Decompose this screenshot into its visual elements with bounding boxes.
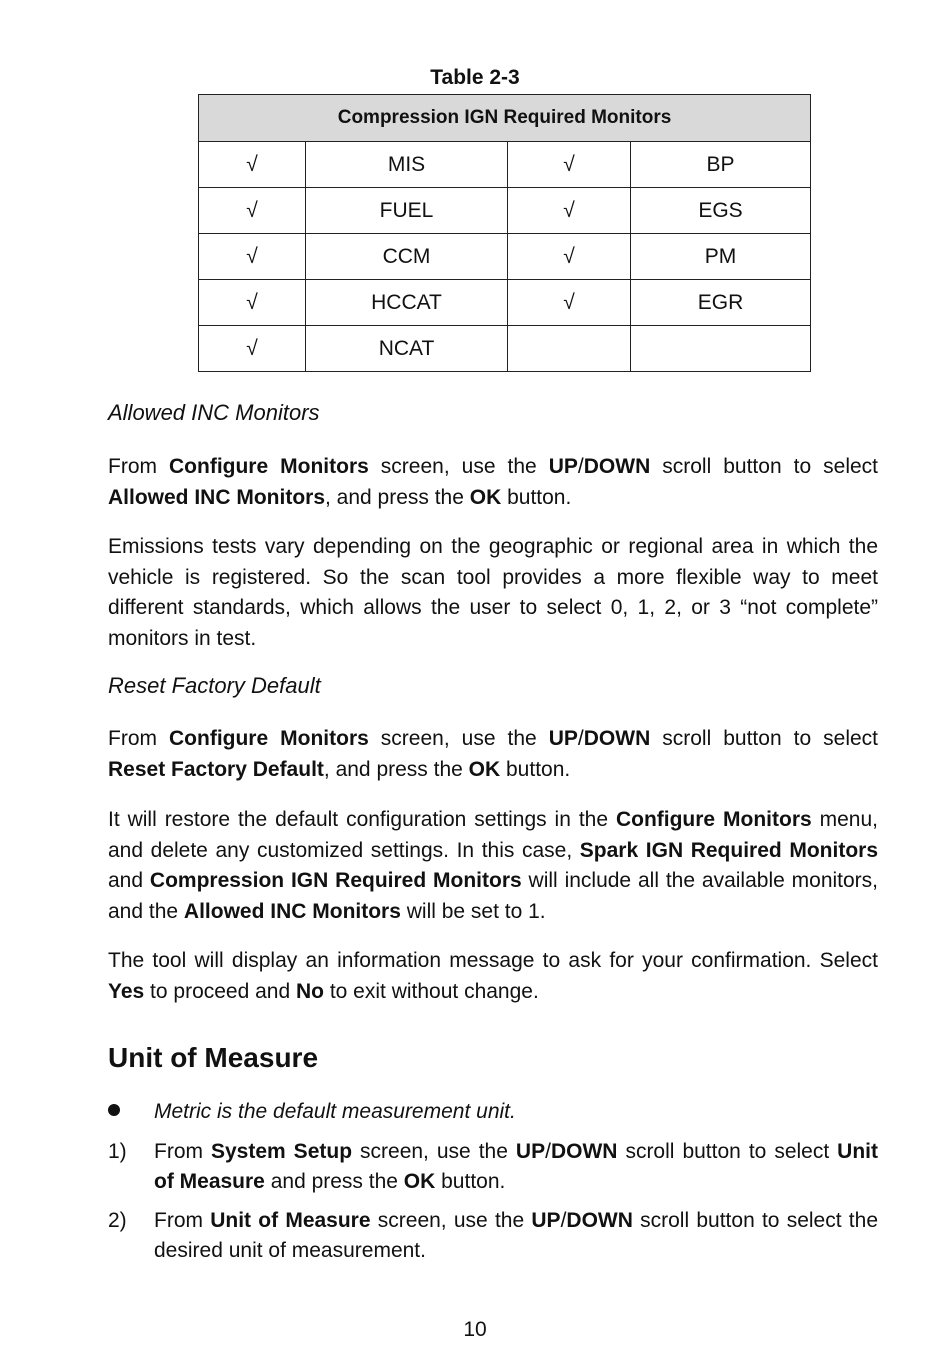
check-cell: √	[199, 234, 306, 280]
unit-bullet-text: Metric is the default measurement unit.	[154, 1100, 516, 1123]
allowed-inc-paragraph-2: Emissions tests vary depending on the geographic or regional area in which the vehicle is registered. So the scan tool provides a more flexible way to meet different standards, which allows the user to select 0, 1, 2, or 3 “not complete” monitors in test.	[108, 535, 878, 650]
table-header: Compression IGN Required Monitors	[199, 95, 811, 142]
reset-paragraph-1: From Configure Monitors screen, use the UP/DOWN scroll button to select Reset Factory Default, and press the OK button.	[108, 727, 878, 781]
table-row	[199, 188, 811, 234]
monitor-cell: FUEL	[306, 188, 508, 234]
monitor-cell: CCM	[306, 234, 508, 280]
table-row	[199, 234, 811, 280]
check-cell: √	[199, 280, 306, 326]
compression-monitors-table	[198, 94, 811, 372]
monitor-cell: EGS	[631, 188, 811, 234]
monitor-cell: EGR	[631, 280, 811, 326]
reset-paragraph-2: It will restore the default configuration settings in the Configure Monitors menu, and delete any customized settings. In this case, Spark IGN Required Monitors and Compression IGN Required Monitors will include all the available monitors, and the Allowed INC Monitors will be set to 1.	[108, 808, 879, 923]
step-2-text: From Unit of Measure screen, use the UP/DOWN scroll button to select the desired unit of measurement.	[154, 1209, 878, 1262]
monitor-cell: PM	[631, 234, 811, 280]
table-row	[199, 280, 811, 326]
check-cell: √	[199, 326, 306, 372]
step-2-number: 2)	[108, 1209, 127, 1232]
check-cell: √	[199, 188, 306, 234]
reset-default-heading: Reset Factory Default	[108, 673, 321, 698]
unit-of-measure-heading: Unit of Measure	[108, 1042, 319, 1073]
allowed-inc-paragraph-1: From Configure Monitors screen, use the UP/DOWN scroll button to select Allowed INC Monitors, and press the OK button.	[108, 455, 878, 509]
check-cell: √	[508, 234, 631, 280]
bullet-icon	[108, 1104, 120, 1116]
table-caption: Table 2-3	[430, 66, 520, 89]
table-row	[199, 326, 811, 372]
table-header-row	[199, 95, 811, 142]
allowed-inc-heading: Allowed INC Monitors	[108, 400, 320, 425]
table-row	[199, 142, 811, 188]
step-1-text: From System Setup screen, use the UP/DOWN scroll button to select Unit of Measure and press the OK button.	[154, 1140, 878, 1193]
monitor-cell: NCAT	[306, 326, 508, 372]
check-cell: √	[508, 280, 631, 326]
monitor-cell: BP	[631, 142, 811, 188]
monitor-cell: MIS	[306, 142, 508, 188]
check-cell	[508, 326, 631, 372]
check-cell: √	[508, 188, 631, 234]
page-number: 10	[463, 1318, 487, 1341]
check-cell: √	[508, 142, 631, 188]
check-cell: √	[199, 142, 306, 188]
monitor-cell: HCCAT	[306, 280, 508, 326]
step-1-number: 1)	[108, 1140, 127, 1163]
reset-paragraph-3: The tool will display an information message to ask for your confirmation. Select Yes to proceed and No to exit without change.	[108, 949, 878, 1003]
monitor-cell	[631, 326, 811, 372]
